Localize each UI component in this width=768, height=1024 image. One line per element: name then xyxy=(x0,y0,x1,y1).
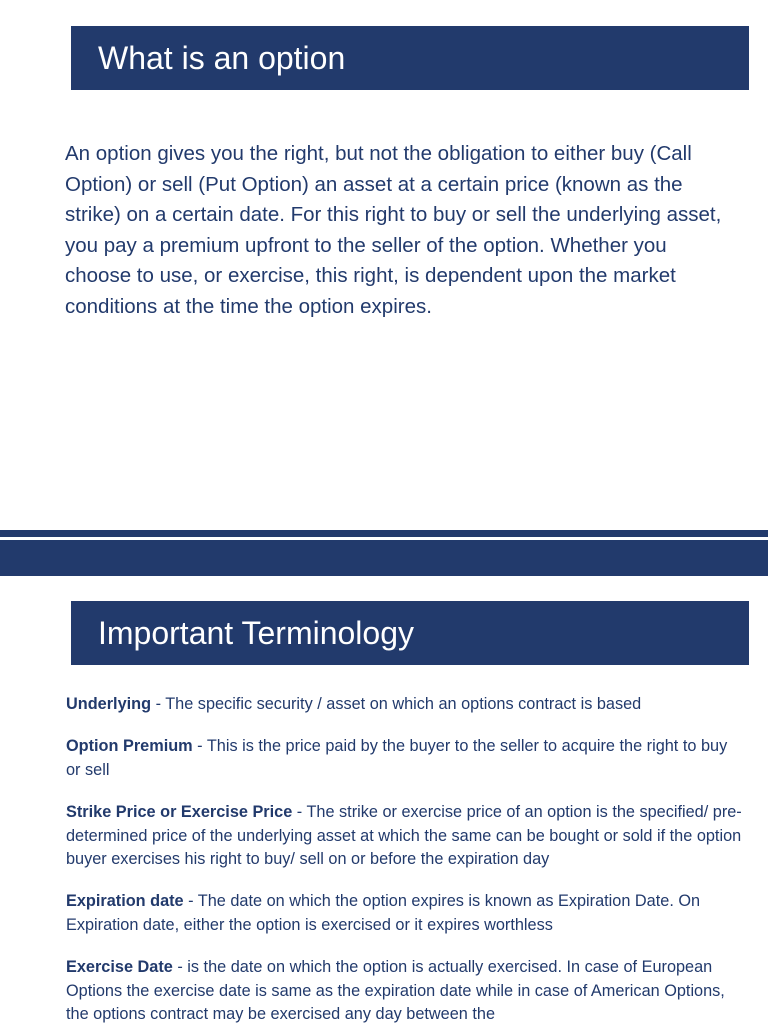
term-item xyxy=(66,890,746,937)
term-name: Underlying xyxy=(66,695,152,713)
term-definition: - This is the price paid by the buyer to the seller to acquire the right to buy or sell xyxy=(66,737,728,779)
slide-important-terminology xyxy=(0,576,768,1024)
slide-body-text: An option gives you the right, but not the obligation to either buy (Call Option) or sell (Put Option) an asset at a certain price (known as the strike) on a certain date. For this right to buy or sell the underlying asset, you pay a premium upfront to the seller of the option. Whether you choose to use, or exercise, this right, is dependent upon the market conditions at the time the option expires. xyxy=(65,142,722,318)
terminology-list xyxy=(66,693,746,1024)
slide-title: What is an option xyxy=(98,40,346,76)
slide-divider-line xyxy=(0,537,768,540)
slide-divider xyxy=(0,530,768,576)
term-definition: - The date on which the option expires is known as Expiration Date. On Expiration date, either the option is exercised or it expires worthless xyxy=(66,892,701,934)
slide-title: Important Terminology xyxy=(98,615,414,651)
term-definition: - is the date on which the option is actually exercised. In case of European Options the exercise date is same as the expiration date while in case of American Options, the options contract may be exercised any day between the xyxy=(66,958,725,1024)
term-name: Option Premium xyxy=(66,737,193,756)
term-definition: - The strike or exercise price of an option is the specified/ pre-determined price of the underlying asset at which the same can be bought or sold if the option buyer exercises his right to buy/ sell on or before the expiration day xyxy=(66,803,742,869)
term-definition: - The specific security / asset on which an options contract is based xyxy=(151,695,642,713)
term-item xyxy=(66,956,746,1024)
term-item xyxy=(66,735,746,782)
term-item xyxy=(66,693,746,716)
slide-title-bar xyxy=(71,601,749,665)
term-name: Expiration date xyxy=(66,892,184,911)
slide-title-bar xyxy=(71,26,749,90)
term-name: Strike Price or Exercise Price xyxy=(66,803,293,822)
term-name: Exercise Date xyxy=(66,958,173,977)
term-item xyxy=(66,801,746,871)
